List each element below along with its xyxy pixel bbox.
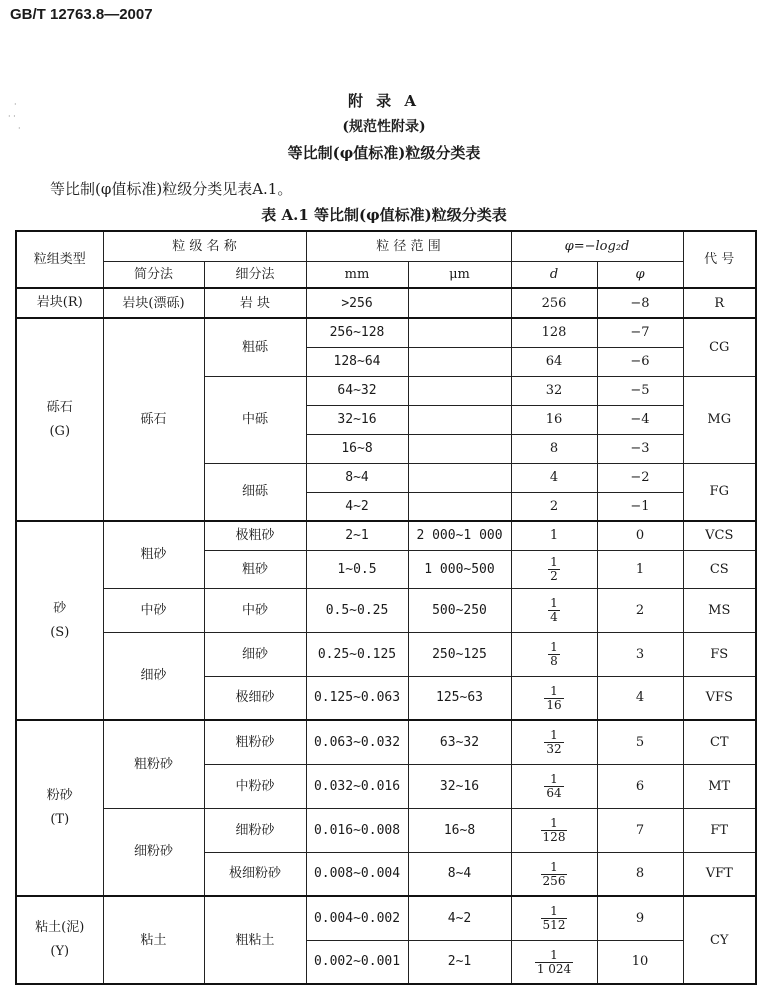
d-value-cell: 256 [511, 288, 597, 318]
mm-range-cell: 0.063~0.032 [306, 720, 408, 764]
fraction-denominator: 256 [542, 873, 566, 888]
header-group-type: 粒组类型 [16, 231, 103, 288]
header-phi-formula: φ=−log₂d [511, 231, 683, 261]
intro-paragraph: 等比制(φ值标准)粒级分类见表A.1。 [50, 180, 293, 198]
d-value-cell: 1 [511, 521, 597, 550]
code-cell: CT [683, 720, 756, 764]
d-value-cell: 16 [511, 405, 597, 434]
simple-name-cell: 粘土 [103, 896, 204, 984]
code-cell: VFT [683, 852, 756, 896]
fraction [541, 817, 568, 844]
um-range-cell [408, 463, 511, 492]
d-value-cell [511, 852, 597, 896]
d-value-cell [511, 940, 597, 984]
um-range-cell [408, 434, 511, 463]
fraction-denominator: 1 024 [536, 961, 572, 976]
detailed-name-cell: 细砂 [204, 632, 306, 676]
fraction [548, 556, 560, 583]
phi-value-cell: 5 [597, 720, 683, 764]
fraction-denominator: 16 [546, 697, 562, 712]
d-value-cell [511, 764, 597, 808]
mm-range-cell: 0.032~0.016 [306, 764, 408, 808]
mm-range-cell: 0.125~0.063 [306, 676, 408, 720]
code-cell: VCS [683, 521, 756, 550]
code-cell: CS [683, 550, 756, 588]
code-cell: FT [683, 808, 756, 852]
scan-speck: · [14, 100, 17, 109]
group-type-cell: 粘土(泥) (Y) [16, 896, 103, 984]
mm-range-cell: 0.016~0.008 [306, 808, 408, 852]
phi-value-cell: −6 [597, 347, 683, 376]
detailed-name-cell: 粗砂 [204, 550, 306, 588]
phi-value-cell: −4 [597, 405, 683, 434]
detailed-name-cell: 粗粉砂 [204, 720, 306, 764]
detailed-name-cell: 粗砾 [204, 318, 306, 376]
mm-range-cell: 0.004~0.002 [306, 896, 408, 940]
fraction-numerator: 1 [550, 859, 558, 874]
code-cell: CY [683, 896, 756, 984]
fraction-numerator: 1 [550, 947, 558, 962]
um-range-cell: 125~63 [408, 676, 511, 720]
d-value-cell: 8 [511, 434, 597, 463]
fraction-numerator: 1 [550, 640, 558, 654]
detailed-name-cell: 细砾 [204, 463, 306, 521]
code-cell: VFS [683, 676, 756, 720]
d-value-cell [511, 550, 597, 588]
um-range-cell [408, 288, 511, 318]
um-range-cell [408, 405, 511, 434]
um-range-cell: 63~32 [408, 720, 511, 764]
mm-range-cell: 1~0.5 [306, 550, 408, 588]
table-row [16, 588, 756, 632]
detailed-name-cell: 中砾 [204, 376, 306, 463]
fraction [544, 773, 563, 800]
mm-range-cell: 0.5~0.25 [306, 588, 408, 632]
simple-name-cell: 细粉砂 [103, 808, 204, 896]
um-range-cell: 500~250 [408, 588, 511, 632]
table-row [16, 318, 756, 347]
phi-value-cell: −1 [597, 492, 683, 521]
phi-value-cell: 7 [597, 808, 683, 852]
um-range-cell: 8~4 [408, 852, 511, 896]
fraction-numerator: 1 [550, 555, 558, 569]
detailed-name-cell: 极细砂 [204, 676, 306, 720]
fraction-denominator: 4 [550, 610, 558, 624]
mm-range-cell: 0.008~0.004 [306, 852, 408, 896]
d-value-cell [511, 632, 597, 676]
detailed-name-cell: 极粗砂 [204, 521, 306, 550]
header-detailed-method: 细分法 [204, 261, 306, 288]
d-value-cell [511, 896, 597, 940]
fraction-numerator: 1 [550, 596, 558, 610]
header-simple-method: 简分法 [103, 261, 204, 288]
phi-value-cell: −7 [597, 318, 683, 347]
fraction [541, 861, 568, 888]
phi-value-cell: 1 [597, 550, 683, 588]
mm-range-cell: 128~64 [306, 347, 408, 376]
detailed-name-cell: 细粉砂 [204, 808, 306, 852]
mm-range-cell: 16~8 [306, 434, 408, 463]
table-row [16, 896, 756, 940]
um-range-cell: 32~16 [408, 764, 511, 808]
scan-speck: · · [8, 112, 16, 121]
appendix-subtitle: (规范性附录) [342, 119, 426, 135]
table-row [16, 632, 756, 676]
header-size-range: 粒 径 范 围 [306, 231, 511, 261]
code-cell: FS [683, 632, 756, 676]
d-value-cell [511, 720, 597, 764]
code-cell: FG [683, 463, 756, 521]
appendix-heading: 等比制(φ值标准)粒级分类表 [287, 144, 481, 162]
fraction-numerator: 1 [550, 728, 558, 743]
fraction-numerator: 1 [550, 772, 558, 786]
d-value-cell: 128 [511, 318, 597, 347]
fraction [544, 685, 563, 712]
mm-range-cell: 0.25~0.125 [306, 632, 408, 676]
simple-name-cell: 岩块(漂砾) [103, 288, 204, 318]
d-value-cell: 2 [511, 492, 597, 521]
d-value-cell: 64 [511, 347, 597, 376]
phi-value-cell: −5 [597, 376, 683, 405]
um-range-cell: 4~2 [408, 896, 511, 940]
simple-name-cell: 中砂 [103, 588, 204, 632]
simple-name-cell: 细砂 [103, 632, 204, 720]
fraction-denominator: 64 [546, 786, 562, 800]
code-cell: MS [683, 588, 756, 632]
table-row [16, 808, 756, 852]
fraction-numerator: 1 [550, 904, 558, 919]
detailed-name-cell: 中粉砂 [204, 764, 306, 808]
detailed-name-cell: 粗粘土 [204, 896, 306, 984]
um-range-cell: 16~8 [408, 808, 511, 852]
mm-range-cell: 4~2 [306, 492, 408, 521]
phi-value-cell: 4 [597, 676, 683, 720]
phi-value-cell: −3 [597, 434, 683, 463]
fraction-numerator: 1 [550, 816, 558, 830]
simple-name-cell: 砾石 [103, 318, 204, 521]
header-grade-name: 粒 级 名 称 [103, 231, 306, 261]
mm-range-cell: 2~1 [306, 521, 408, 550]
appendix-title: 附 录 A [347, 92, 421, 110]
code-cell: R [683, 288, 756, 318]
fraction [535, 949, 573, 976]
phi-value-cell: 8 [597, 852, 683, 896]
phi-value-cell: 3 [597, 632, 683, 676]
code-cell: MT [683, 764, 756, 808]
fraction-denominator: 8 [550, 654, 558, 668]
um-range-cell [408, 376, 511, 405]
phi-value-cell: −2 [597, 463, 683, 492]
um-range-cell: 2 000~1 000 [408, 521, 511, 550]
mm-range-cell: 32~16 [306, 405, 408, 434]
d-value-cell [511, 588, 597, 632]
d-value-cell: 4 [511, 463, 597, 492]
fraction [541, 905, 568, 932]
phi-value-cell: 9 [597, 896, 683, 940]
d-value-cell: 32 [511, 376, 597, 405]
group-type-cell: 砾石 (G) [16, 318, 103, 521]
header-d: d [511, 261, 597, 288]
phi-value-cell: 10 [597, 940, 683, 984]
fraction [544, 729, 563, 756]
detailed-name-cell: 岩 块 [204, 288, 306, 318]
standard-number: GB/T 12763.8—2007 [10, 6, 153, 23]
fraction [548, 641, 560, 668]
fraction-denominator: 2 [550, 569, 558, 583]
fraction-denominator: 512 [542, 918, 566, 933]
detailed-name-cell: 极细粉砂 [204, 852, 306, 896]
phi-value-cell: 2 [597, 588, 683, 632]
header-um: μm [408, 261, 511, 288]
mm-range-cell: 0.002~0.001 [306, 940, 408, 984]
code-cell: CG [683, 318, 756, 376]
table-row [16, 521, 756, 550]
um-range-cell: 250~125 [408, 632, 511, 676]
d-value-cell [511, 676, 597, 720]
fraction [548, 597, 560, 624]
um-range-cell [408, 347, 511, 376]
um-range-cell: 1 000~500 [408, 550, 511, 588]
group-type-cell: 粉砂 (T) [16, 720, 103, 896]
simple-name-cell: 粗粉砂 [103, 720, 204, 808]
mm-range-cell: 64~32 [306, 376, 408, 405]
header-phi: φ [597, 261, 683, 288]
table-row [16, 720, 756, 764]
mm-range-cell: 256~128 [306, 318, 408, 347]
d-value-cell [511, 808, 597, 852]
phi-value-cell: 0 [597, 521, 683, 550]
detailed-name-cell: 中砂 [204, 588, 306, 632]
mm-range-cell: 8~4 [306, 463, 408, 492]
code-cell: MG [683, 376, 756, 463]
um-range-cell: 2~1 [408, 940, 511, 984]
scan-speck: · [18, 124, 21, 133]
um-range-cell [408, 318, 511, 347]
table-caption: 表 A.1 等比制(φ值标准)粒级分类表 [261, 206, 507, 224]
phi-value-cell: −8 [597, 288, 683, 318]
group-type-cell: 砂 (S) [16, 521, 103, 720]
fraction-numerator: 1 [550, 683, 558, 698]
simple-name-cell: 粗砂 [103, 521, 204, 588]
header-mm: mm [306, 261, 408, 288]
group-type-cell: 岩块(R) [16, 288, 103, 318]
header-code: 代 号 [683, 231, 756, 288]
mm-range-cell: >256 [306, 288, 408, 318]
table-row [16, 288, 756, 318]
fraction-denominator: 32 [546, 742, 562, 757]
fraction-denominator: 128 [542, 830, 566, 844]
phi-value-cell: 6 [597, 764, 683, 808]
um-range-cell [408, 492, 511, 521]
grain-size-table [15, 230, 757, 985]
